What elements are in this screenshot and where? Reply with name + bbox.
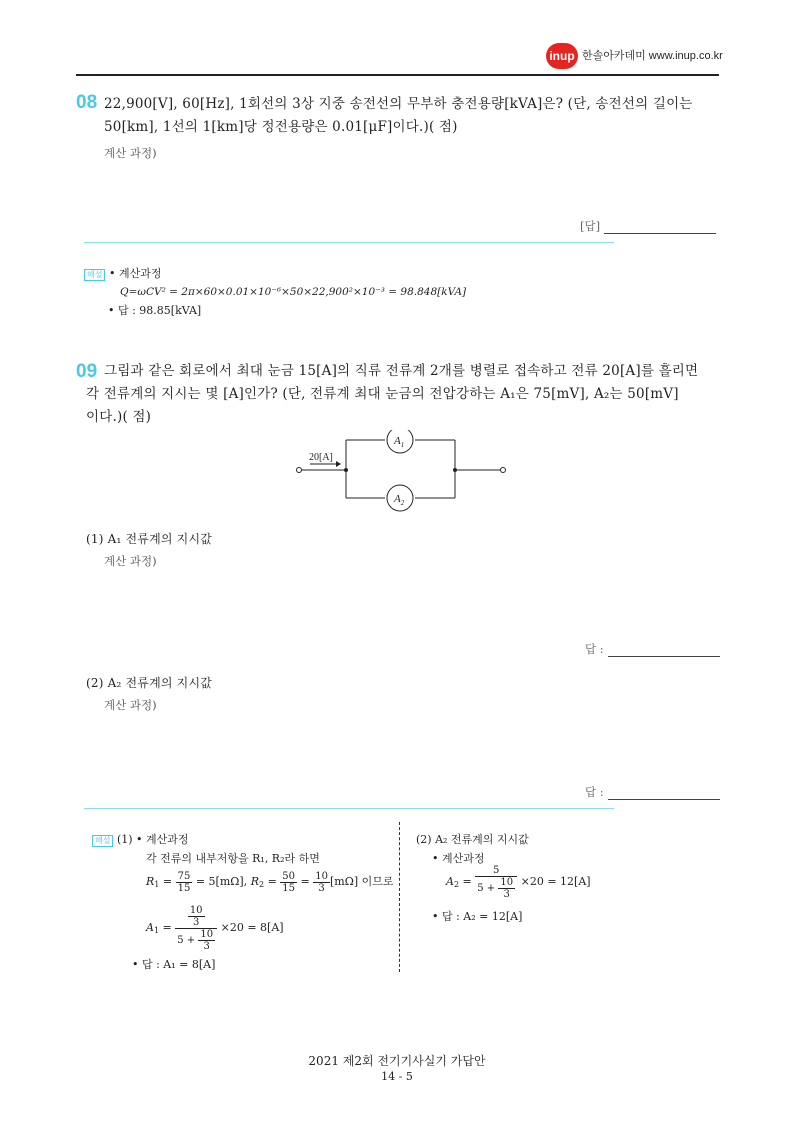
q08-solution-step — [84, 264, 161, 283]
meter1-label: $A_1$ — [394, 435, 405, 449]
question-number-09: 09 — [76, 361, 98, 382]
q09-text-line1: 그림과 같은 회로에서 최대 눈금 15[A]의 직류 전류계 2개를 병렬로 접속하고 전류 20[A]를 흘리면 — [104, 363, 699, 379]
solution-column-divider — [399, 822, 400, 972]
solution-p1-step-title: (1) • 계산과정 — [116, 833, 189, 846]
page-number: 14 - 5 — [381, 1070, 413, 1083]
brand-text: 한솔아카데미 www.inup.co.kr — [582, 50, 723, 62]
q09-solution-p2-title: (2) A₂ 전류계의 지시값 — [416, 833, 529, 846]
q08-text-line2: 50[km], 1선의 1[km]당 정전용량은 0.01[μF]이다.)( 점) — [104, 119, 458, 135]
output-terminal — [501, 468, 506, 473]
answer-label: [답] — [580, 219, 601, 233]
solution-step-title: • 계산과정 — [108, 267, 162, 280]
parallel-ammeter-circuit — [290, 430, 510, 515]
q09-solution-p2-step: • 계산과정 — [432, 852, 485, 865]
solution-badge: 해설 — [84, 269, 105, 281]
input-terminal — [297, 468, 302, 473]
current-label: 20[A] — [309, 452, 333, 463]
q09-part2-answer-line[interactable] — [585, 784, 720, 800]
q08-separator — [84, 242, 614, 243]
header-rule — [76, 74, 719, 76]
answer-blank[interactable] — [604, 221, 716, 234]
q09-part2-title: (2) A₂ 전류계의 지시값 — [86, 676, 213, 690]
q09-part1-calc-label: 계산 과정) — [104, 554, 157, 568]
answer-blank[interactable] — [608, 644, 720, 657]
q09-separator — [84, 808, 614, 809]
answer-blank[interactable] — [608, 787, 720, 800]
q09-text-line3: 이다.)( 점) — [86, 409, 152, 425]
q08-solution-answer: • 답 : 98.85[kVA] — [108, 304, 202, 317]
resistance-suffix: 이므로 — [361, 875, 394, 888]
q09-part2-calc-label: 계산 과정) — [104, 698, 157, 712]
q09-part1-answer-line[interactable] — [585, 641, 720, 657]
q09-solution-p2-answer: • 답 : A₂ = 12[A] — [432, 910, 523, 923]
q09-solution-p1-title — [92, 830, 189, 849]
q09-text-line2: 각 전류계의 지시는 몇 [A]인가? (단, 전류계 최대 눈금의 전압강하는 A₁은 75[mV], A₂는 50[mV] — [86, 386, 679, 402]
q08-solution-formula: Q=ωCV² = 2π×60×0.01×10⁻⁶×50×22,900²×10⁻³ = 98.848[kVA] — [120, 286, 467, 298]
q09-solution-a1-formula: $A_1$ = $\frac{10}{3}$ 5 + $\frac{10}{3}$ ×20 = 8[A] — [146, 904, 284, 952]
answer-label: 답 : — [585, 642, 604, 656]
q09-part1-title: (1) A₁ 전류계의 지시값 — [86, 532, 213, 546]
question-number-08: 08 — [76, 92, 98, 113]
q08-text-line1: 22,900[V], 60[Hz], 1회선의 3상 지중 송전선의 무부하 충전용량[kVA]은? (단, 송전선의 길이는 — [104, 96, 693, 112]
footer-title: 2021 제2회 전기기사실기 가답안 — [308, 1054, 486, 1068]
meter2-label: $A_2$ — [394, 493, 405, 507]
inup-logo: inup — [546, 43, 578, 69]
answer-label: 답 : — [585, 785, 604, 799]
q09-solution-p1-line1: 각 전류의 내부저항을 R₁, R₂라 하면 — [146, 852, 320, 865]
q08-answer-line[interactable] — [580, 218, 716, 234]
solution-badge: 해설 — [92, 835, 113, 847]
q08-calc-label: 계산 과정) — [104, 146, 157, 160]
q09-solution-resistances: $R_1$ = $\frac{75}{15}$ = 5[mΩ], $R_2$ = $\frac{50}{15}$ = $\frac{10}{3}$ [mΩ] 이므로 — [146, 870, 394, 894]
q09-solution-p1-answer: • 답 : A₁ = 8[A] — [132, 958, 216, 971]
q09-solution-a2-formula: $A_2$ = 5 5 + $\frac{10}{3}$ ×20 = 12[A] — [446, 864, 591, 900]
